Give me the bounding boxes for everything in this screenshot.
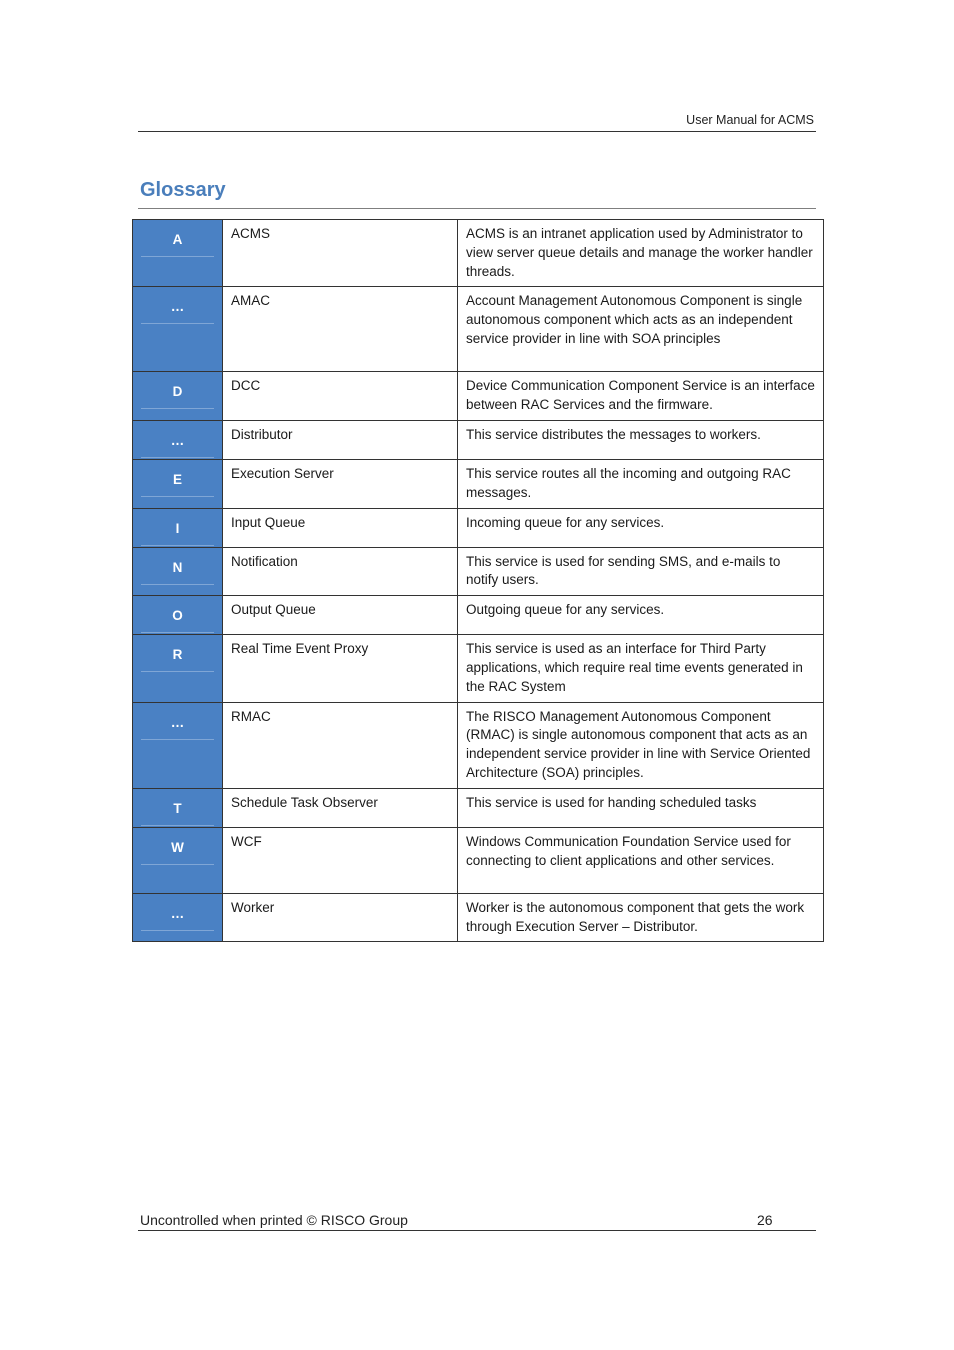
- definition-cell: ACMS is an intranet application used by Administrator to view server queue details and manage the worker handler threads.: [458, 220, 824, 287]
- letter-label: …: [141, 421, 214, 458]
- letter-label: W: [141, 828, 214, 865]
- letter-cell: [133, 893, 223, 942]
- definition-cell: This service is used as an interface for Third Party applications, which require real time events generated in the RAC System: [458, 635, 824, 702]
- letter-cell: [133, 596, 223, 635]
- glossary-row: [133, 287, 824, 372]
- letter-cell: [133, 459, 223, 508]
- term-cell: ACMS: [223, 220, 458, 287]
- definition-cell: This service distributes the messages to workers.: [458, 420, 824, 459]
- letter-label: N: [141, 548, 214, 585]
- letter-label: I: [141, 509, 214, 546]
- letter-cell: [133, 547, 223, 596]
- definition-cell: Incoming queue for any services.: [458, 508, 824, 547]
- letter-cell: [133, 827, 223, 893]
- letter-label: R: [141, 635, 214, 672]
- footer-copyright: Uncontrolled when printed © RISCO Group: [140, 1212, 408, 1228]
- term-cell: Execution Server: [223, 459, 458, 508]
- glossary-row: [133, 788, 824, 827]
- glossary-table: [132, 219, 824, 942]
- definition-cell: Outgoing queue for any services.: [458, 596, 824, 635]
- footer-divider: [138, 1230, 816, 1231]
- term-cell: Notification: [223, 547, 458, 596]
- term-cell: Output Queue: [223, 596, 458, 635]
- term-cell: DCC: [223, 372, 458, 421]
- heading-divider: [138, 208, 816, 209]
- page-number: 26: [757, 1212, 773, 1228]
- letter-cell: [133, 287, 223, 372]
- letter-label: A: [141, 220, 214, 257]
- letter-label: D: [141, 372, 214, 409]
- letter-label: T: [141, 789, 214, 826]
- letter-cell: [133, 372, 223, 421]
- glossary-row: [133, 702, 824, 788]
- letter-cell: [133, 508, 223, 547]
- term-cell: Input Queue: [223, 508, 458, 547]
- glossary-row: [133, 508, 824, 547]
- definition-cell: Windows Communication Foundation Service used for connecting to client applications and other services.: [458, 827, 824, 893]
- letter-cell: [133, 635, 223, 702]
- letter-cell: [133, 220, 223, 287]
- glossary-row: [133, 596, 824, 635]
- letter-label: …: [141, 287, 214, 324]
- letter-cell: [133, 702, 223, 788]
- letter-cell: [133, 788, 223, 827]
- definition-cell: Worker is the autonomous component that gets the work through Execution Server – Distributor.: [458, 893, 824, 942]
- definition-cell: This service is used for sending SMS, and e-mails to notify users.: [458, 547, 824, 596]
- glossary-row: [133, 459, 824, 508]
- definition-cell: The RISCO Management Autonomous Component (RMAC) is single autonomous component that acts as an independent service provider in line with Service Oriented Architecture (SOA) principles.: [458, 702, 824, 788]
- definition-cell: Device Communication Component Service is an interface between RAC Services and the firmware.: [458, 372, 824, 421]
- header-divider: [138, 131, 816, 132]
- term-cell: Distributor: [223, 420, 458, 459]
- term-cell: Schedule Task Observer: [223, 788, 458, 827]
- glossary-row: [133, 827, 824, 893]
- letter-cell: [133, 420, 223, 459]
- running-header-title: User Manual for ACMS: [686, 113, 814, 127]
- definition-cell: Account Management Autonomous Component is single autonomous component which acts as an independent service provider in line with SOA principles: [458, 287, 824, 372]
- term-cell: AMAC: [223, 287, 458, 372]
- glossary-row: [133, 635, 824, 702]
- letter-label: O: [141, 596, 214, 633]
- letter-label: E: [141, 460, 214, 497]
- term-cell: RMAC: [223, 702, 458, 788]
- glossary-row: [133, 220, 824, 287]
- definition-cell: This service is used for handing scheduled tasks: [458, 788, 824, 827]
- glossary-row: [133, 420, 824, 459]
- letter-label: …: [141, 894, 214, 931]
- term-cell: Worker: [223, 893, 458, 942]
- term-cell: Real Time Event Proxy: [223, 635, 458, 702]
- glossary-row: [133, 893, 824, 942]
- glossary-row: [133, 547, 824, 596]
- definition-cell: This service routes all the incoming and outgoing RAC messages.: [458, 459, 824, 508]
- term-cell: WCF: [223, 827, 458, 893]
- section-heading: Glossary: [140, 179, 226, 201]
- glossary-row: [133, 372, 824, 421]
- letter-label: …: [141, 703, 214, 740]
